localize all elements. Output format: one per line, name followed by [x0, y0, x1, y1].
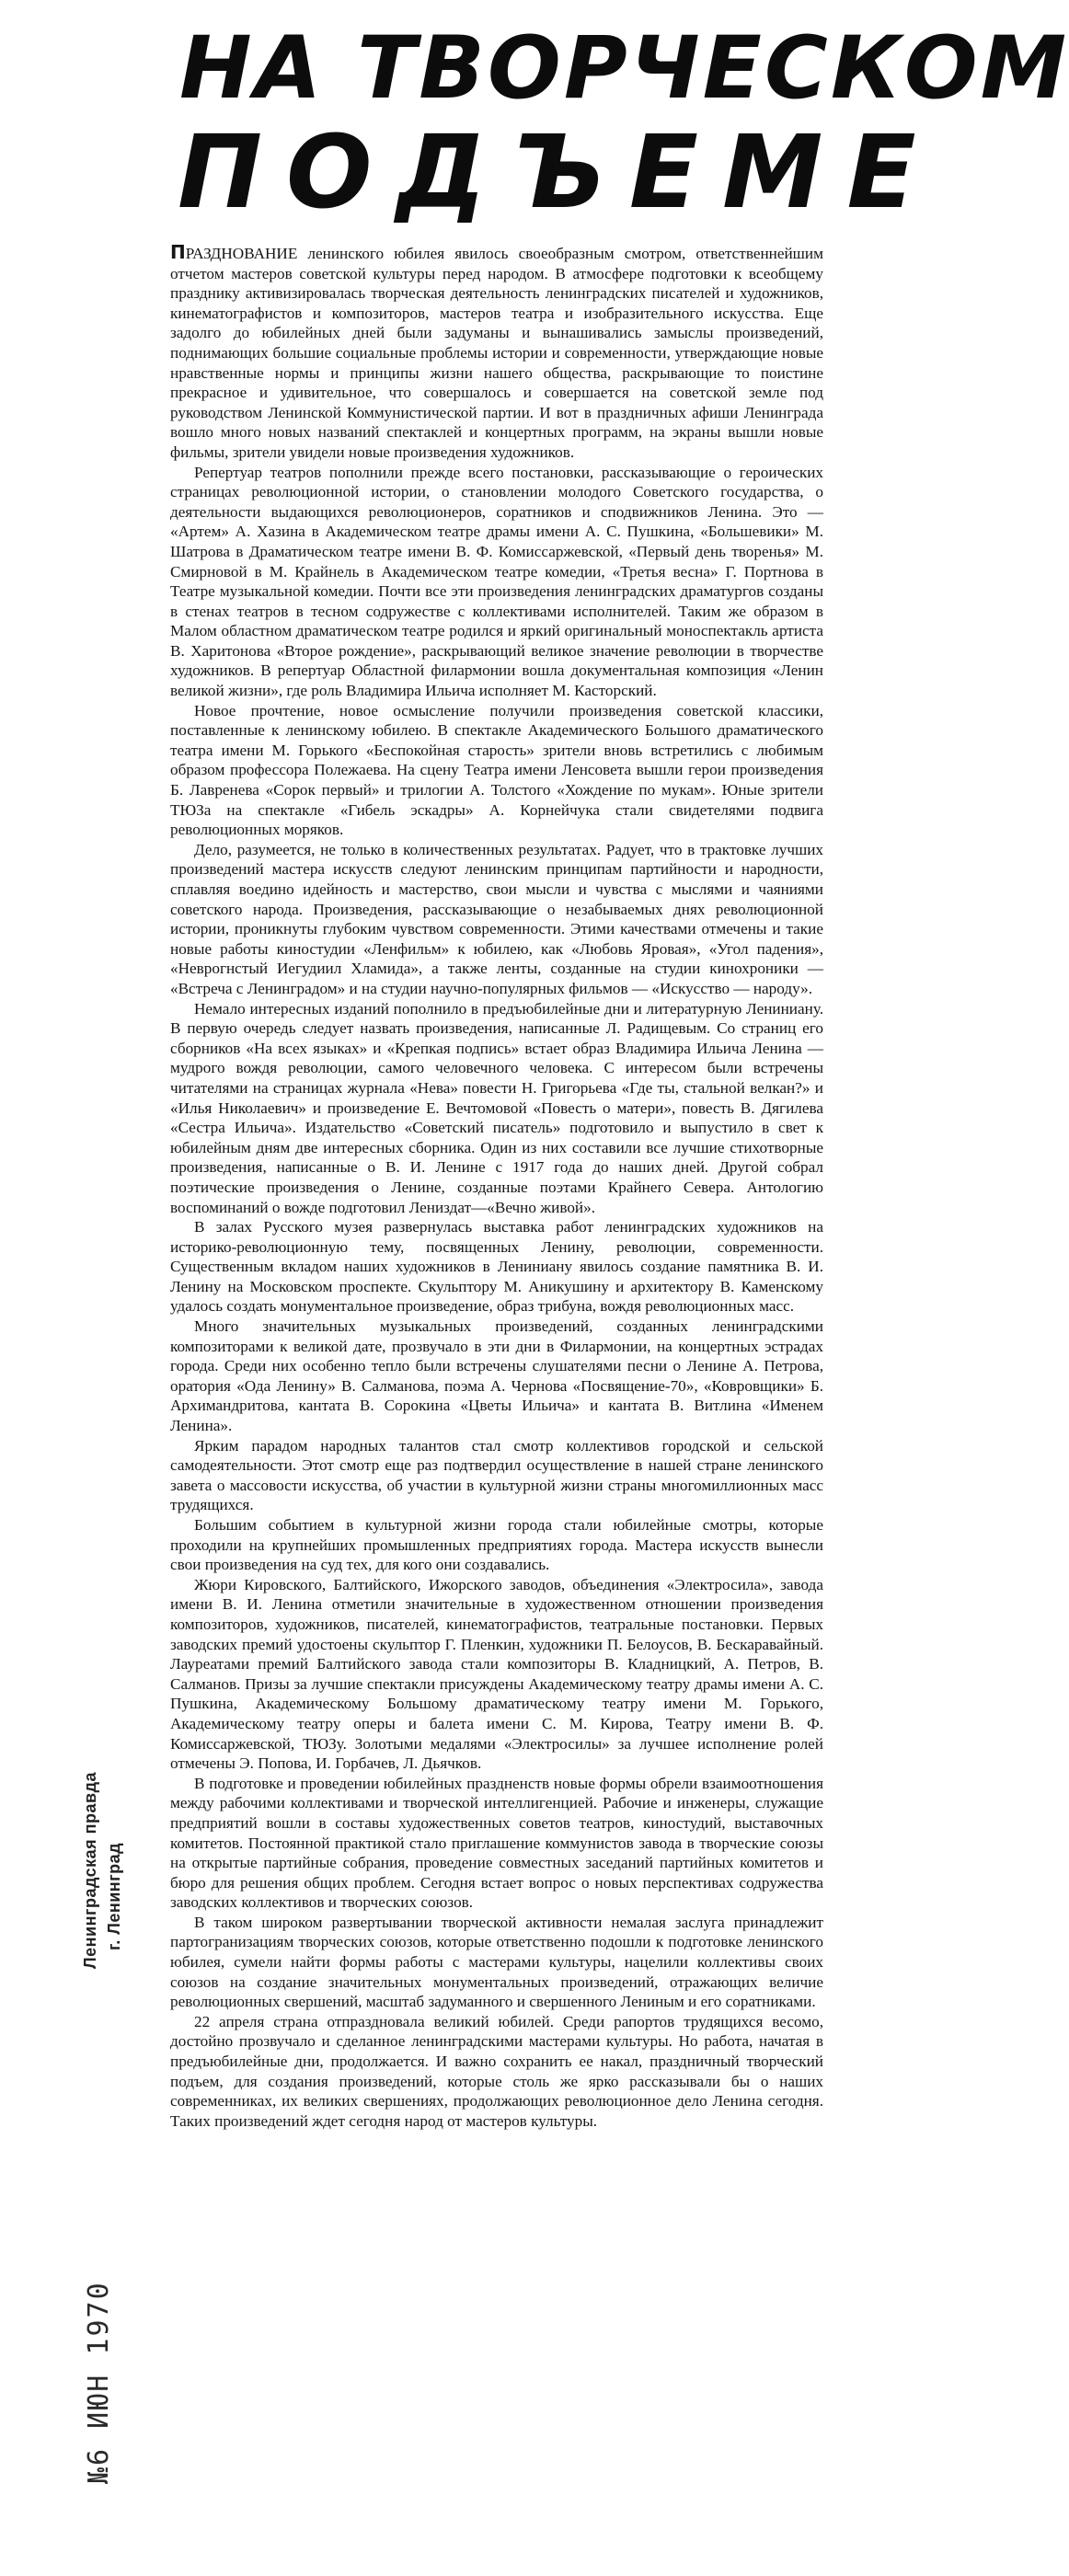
article-paragraph-1 [170, 243, 823, 463]
article-paragraph-1-text: РАЗДНОВАНИЕ ленинского юбилея явилось своеобразным смотром, ответственнейшим отчетом мастеров советской культуры перед народом. В атмосфере подготовки к всеобщему празднику активизировалась творческая деятельность ленинградских писателей и художников, кинематографистов и композиторов, мастеров театра и изобразительного искусства. Еще задолго до юбилейных дней были задуманы и вынашивались замыслы произведений, поднимающих большие социальные проблемы истории и современности, утверждающие новые нравственные нормы и принципы жизни нашего общества, раскрывающие то поистине прекрасное и удивительное, что совершалось и совершается на советской земле под руководством Ленинской Коммунистической партии. И вот в праздничных афиши Ленинграда вошло много новых названий спектаклей и концертных программ, на экраны вышли новые фильмы, зрители увидели новые произведения художников. [170, 245, 823, 461]
headline-line-1: НА ТВОРЧЕСКОМ [179, 18, 1069, 119]
article-body [170, 243, 823, 2131]
article-paragraph: В таком широком развертывании творческой активности немалая заслуга принадлежит партогранизациям творческих союзов, которые ответственно подошли к подготовке ленинского юбилея, сумели найти формы работы с мастерами культуры, нацелили коллективы своих союзов на создание значительных монументальных произведений, отражающих величие революционных свершений, масштаб задуманного и свершенного Лениным и его соратниками. [170, 1913, 823, 2011]
article-paragraph: Немало интересных изданий пополнило в предъюбилейные дни и литературную Лениниану. В первую очередь следует назвать произведения, написанные Л. Радищевым. Со страниц его сборников «На всех языках» и «Крепкая подпись» встает образ Владимира Ильича Ленина — мудрого вождя революции, самого человечного человека. С интересом были встречены читателями на страницах журнала «Нева» повести Н. Григорьева «Где ты, стальной велкан?» и «Илья Николаевич» и произведение Е. Вечтомовой «Повесть о матери», повесть В. Дягилева «Сестра Ильича». Издательство «Советский писатель» подготовило и выпустило в свет к юбилейным дням две интересных сборника. Один из них составили все лучшие стихотворные произведения, написанные о В. И. Ленине с 1917 года до наших дней. Другой собрал поэтические произведения о Ленине, созданные поэтами Крайнего Севера. Антологию воспоминаний о вожде подготовил Лениздат—«Вечно живой». [170, 999, 823, 1216]
article-paragraph: Много значительных музыкальных произведений, созданных ленинградскими композиторами к великой дате, прозвучало в эти дни в Филармонии, на концертных эстрадах города. Среди них особенно тепло были встречены слушателями песни о Ленине А. Петрова, оратория «Ода Ленину» В. Салманова, поэма А. Чернова «Посвящение-70», «Ковровщики» Б. Архимандритова, кантата В. Сорокина «Цветы Ильича» и кантата В. Витлина «Именем Ленина». [170, 1317, 823, 1435]
date-stamp-text: №6 ИЮН 1970 [83, 2281, 115, 2484]
newspaper-source-stamp [81, 1720, 136, 1969]
article-paragraph: Ярким парадом народных талантов стал смотр коллективов городской и сельской самодеятельности. Этот смотр еще раз подтвердил осуществление в нашей стране ленинского завета о массовости искусства, об участии в культурной жизни страны многомиллионных масс трудящихся. [170, 1436, 823, 1514]
article-paragraph: Репертуар театров пополнили прежде всего постановки, рассказывающие о героических страницах революционной истории, о становлении молодого Советского государства, о деятельности выдающихся революционеров, соратников и сподвижников Ленина. Это — «Артем» А. Хазина в Академическом театре драмы имени А. С. Пушкина, «Большевики» М. Шатрова в Драматическом театре имени В. Ф. Комиссаржевской, «Первый день творенья» М. Смирновой в М. Крайнель в Академическом театре комедии, «Третья весна» Г. Портнова в Театре музыкальной комедии. Почти все эти произведения ленинградских драматургов созданы в стенах театров в тесном содружестве с коллективами исполнителей. Таким же образом в Малом областном драматическом театре родился и яркий оригинальный моноспектакль артиста В. Харитонова «Второе рождение», раскрывающий великое значение революции в творчестве художников. В репертуар Областной филармонии вошла документальная композиция «Ленин великой жизни», где роль Владимира Ильича исполняет М. Касторский. [170, 463, 823, 700]
source-city: г. Ленинград [105, 1842, 123, 1950]
article-paragraph: Новое прочтение, новое осмысление получили произведения советской классики, поставленные к ленинскому юбилею. В спектакле Академического Большого драматического театра имени М. Горького «Беспокойная старость» зрители вновь встретились с любимым образом профессора Полежаева. На сцену Театра имени Ленсовета вышли герои произведения Б. Лавренева «Сорок первый» и трилогии А. Толстого «Хождение по мукам». Юные зрители ТЮЗа на спектакле «Гибель эскадры» А. Корнейчука стали свидетелями подвига революционных моряков. [170, 701, 823, 839]
date-stamp [74, 2272, 129, 2484]
drop-cap: П [170, 241, 186, 263]
article-paragraph: Большим событием в культурной жизни города стали юбилейные смотры, которые проходили на крупнейших промышленных предприятиях города. Мастера искусств вынесли свои произведения на суд тех, для кого они создавались. [170, 1516, 823, 1574]
article-paragraph: 22 апреля страна отпраздновала великий юбилей. Среди рапортов трудящихся весомо, достойно прозвучало и сделанное ленинградскими мастерами культуры. Но работа, начатая в предъюбилейные дни, продолжается. И важно сохранить ее накал, праздничный творческий подъем, для создания произведений, которые столь же ярко рассказывали бы о наших современниках, их великих свершениях, продолжающих революционное дело Ленина сегодня. Таких произведений ждет сегодня народ от мастеров культуры. [170, 2012, 823, 2130]
source-newspaper-name: Ленинградская правда [81, 1771, 99, 1969]
article-paragraph: В залах Русского музея развернулась выставка работ ленинградских художников на историко-революционную тему, посвященных Ленину, революции, современности. Существенным вкладом наших художников в Лениниану явилось создание памятника В. И. Ленину на Московском проспекте. Скульптору М. Аникушину и архитектору В. Каменскому удалось создать монументальное произведение, образ трибуна, вождя революционных масс. [170, 1218, 823, 1316]
newspaper-clipping [170, 18, 1069, 2539]
article-paragraph: Жюри Кировского, Балтийского, Ижорского заводов, объединения «Электросила», завода имени В. И. Ленина отметили значительные в художественном отношении произведения композиторов, художников, писателей, кинематографистов, театральные постановки. Первых заводских премий удостоены скульптор Г. Пленкин, художники П. Белоусов, В. Бескаравайный. Лауреатами премий Балтийского завода стали композиторы В. Кладницкий, А. Петров, В. Салманов. Призы за лучшие спектакли присуждены Академическому театру драмы имени А. С. Пушкина, Академическому Большому драматическому театру имени М. Горького, Академическому театру оперы и балета имени С. М. Кирова, Театру имени В. Ф. Комиссаржевской, ТЮЗу. Золотыми медалями «Электросилы» за лучшее исполнение ролей отмечены Э. Попова, И. Горбачев, Л. Дьячков. [170, 1575, 823, 1773]
article-paragraph: В подготовке и проведении юбилейных праздненств новые формы обрели взаимоотношения между рабочими коллективами и творческой интеллигенцией. Рабочие и инженеры, служащие предприятий вошли в составы художественных советов театров, киностудий, выставочных комитетов. Постоянной практикой стало приглашение коммунистов завода в творческие союзы на открытые партийные собрания, проведение совместных заседаний партийных комитетов и бюро для решения общих проблем. Сегодня встает вопрос о новых перспективах содружества заводских коллективов и творческих союзов. [170, 1774, 823, 1912]
headline-line-2: ПОДЪЕМЕ [178, 113, 940, 231]
article-paragraph: Дело, разумеется, не только в количественных результатах. Радует, что в трактовке лучших произведений мастера искусств следуют ленинским принципам партийности и народности, сплавляя воедино идейность и мастерство, свои мысли и чувства с мыслями и чаяниями советского народа. Произведения, рассказывающие о незабываемых днях революционной истории, проникнуты глубоким чувством современности. Этими качествами отмечены и такие новые работы киностудии «Ленфильм» к юбилею, как «Любовь Яровая», «Угол падения», «Неврогнстый Иегудиил Хламида», а также ленты, созданные на студии кинохроники — «Встреча с Ленинградом» и на студии научно-популярных фильмов — «Искусство — народу». [170, 840, 823, 997]
